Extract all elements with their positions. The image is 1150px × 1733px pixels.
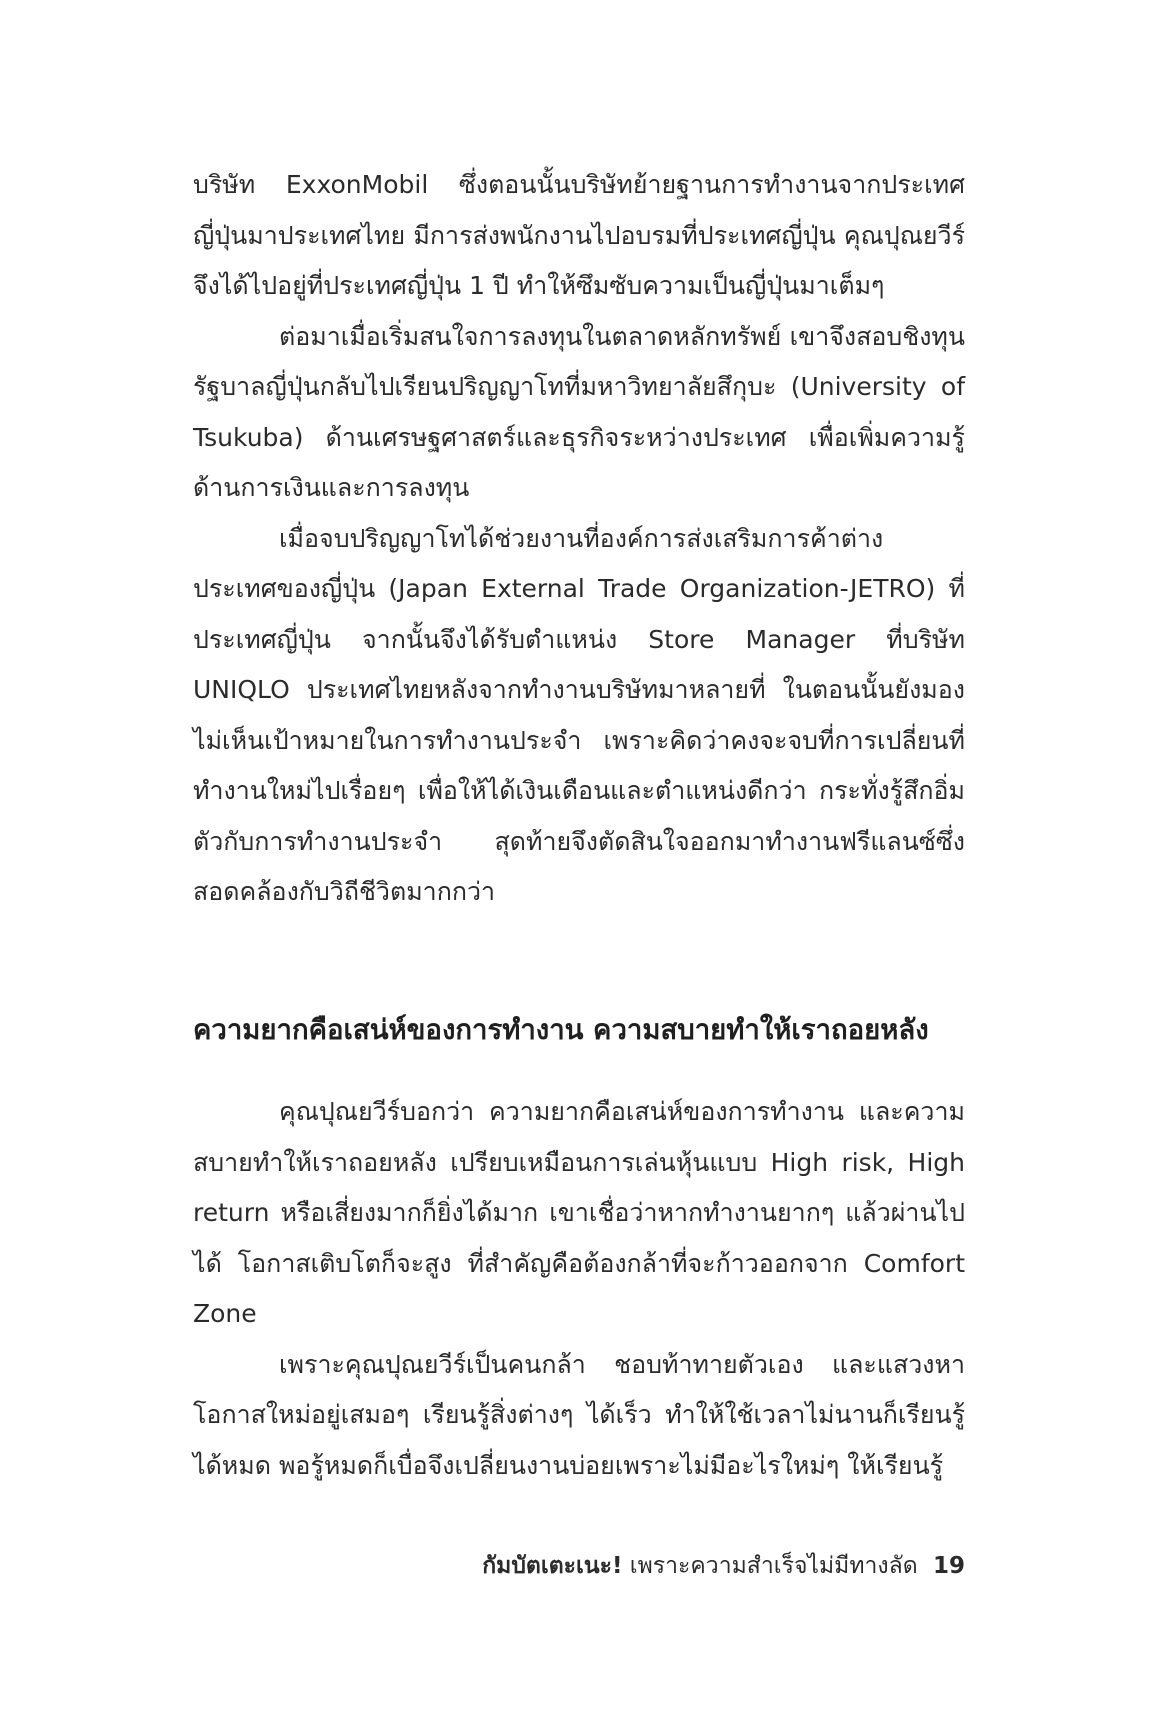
body-text-block <box>193 160 965 918</box>
paragraph-exxonmobil: บริษัท ExxonMobil ซึ่งตอนนั้นบริษัทย้ายฐานการทำงานจากประเทศญี่ปุ่นมาประเทศไทย มีการส่งพนักงานไปอบรมที่ประเทศญี่ปุ่น คุณปุณยวีร์จึงได้ไปอยู่ที่ประเทศญี่ปุ่น 1 ปี ทำให้ซึมซับความเป็นญี่ปุ่นมาเต็มๆ <box>193 170 965 300</box>
page-footer <box>482 1549 965 1583</box>
section-text-block <box>193 1087 965 1491</box>
paragraph-career: เมื่อจบปริญญาโทได้ช่วยงานที่องค์การส่งเสริมการค้าต่างประเทศของญี่ปุ่น (Japan External Trade Organization-JETRO) ที่ประเทศญี่ปุ่น จากนั้นจึงได้รับตำแหน่ง Store Manager ที่บริษัท UNIQLO ประเทศไทยหลังจากทำงานบริษัทมาหลายที่ ในตอนนั้นยังมองไม่เห็นเป้าหมายในการทำงานประจำ เพราะคิดว่าคงจะจบที่การเปลี่ยนที่ทำงานใหม่ไปเรื่อยๆ เพื่อให้ได้เงินเดือนและตำแหน่งดีกว่า กระทั่งรู้สึกอิ่มตัวกับการทำงานประจำ สุดท้ายจึงตัดสินใจออกมาทำงานฟรีแลนซ์ซึ่งสอดคล้องกับวิถีชีวิตมากกว่า <box>193 523 965 906</box>
section-heading: ความยากคือเสน่ห์ของการทำงาน ความสบายทำให้เราถอยหลัง <box>193 1014 929 1046</box>
paragraph-courage: เพราะคุณปุณยวีร์เป็นคนกล้า ชอบท้าทายตัวเอง และแสวงหาโอกาสใหม่อยู่เสมอๆ เรียนรู้สิ่งต่างๆ ได้เร็ว ทำให้ใช้เวลาไม่นานก็เรียนรู้ได้หมด พอรู้หมดก็เบื่อจึงเปลี่ยนงานบ่อยเพราะไม่มีอะไรใหม่ๆ ให้เรียนรู้ <box>193 1349 965 1480</box>
page-number: 19 <box>932 1553 965 1579</box>
paragraph-difficulty: คุณปุณยวีร์บอกว่า ความยากคือเสน่ห์ของการทำงาน และความสบายทำให้เราถอยหลัง เปรียบเหมือนการเล่นหุ้นแบบ High risk, High return หรือเสี่ยงมากก็ยิ่งได้มาก เขาเชื่อว่าหากทำงานยากๆ แล้วผ่านไปได้ โอกาสเติบโตก็จะสูง ที่สำคัญคือต้องกล้าที่จะก้าวออกจาก Comfort Zone <box>193 1097 965 1328</box>
footer-subtitle: เพราะความสำเร็จไม่มีทางลัด <box>629 1553 918 1579</box>
paragraph-scholarship: ต่อมาเมื่อเริ่มสนใจการลงทุนในตลาดหลักทรัพย์ เขาจึงสอบชิงทุนรัฐบาลญี่ปุ่นกลับไปเรียนปริญญาโทที่มหาวิทยาลัยสึกุบะ (University of Tsukuba) ด้านเศรษฐศาสตร์และธุรกิจระหว่างประเทศ เพื่อเพิ่มความรู้ด้านการเงินและการลงทุน <box>193 321 965 502</box>
footer-book-title: กัมบัตเตะเนะ! <box>482 1553 623 1579</box>
